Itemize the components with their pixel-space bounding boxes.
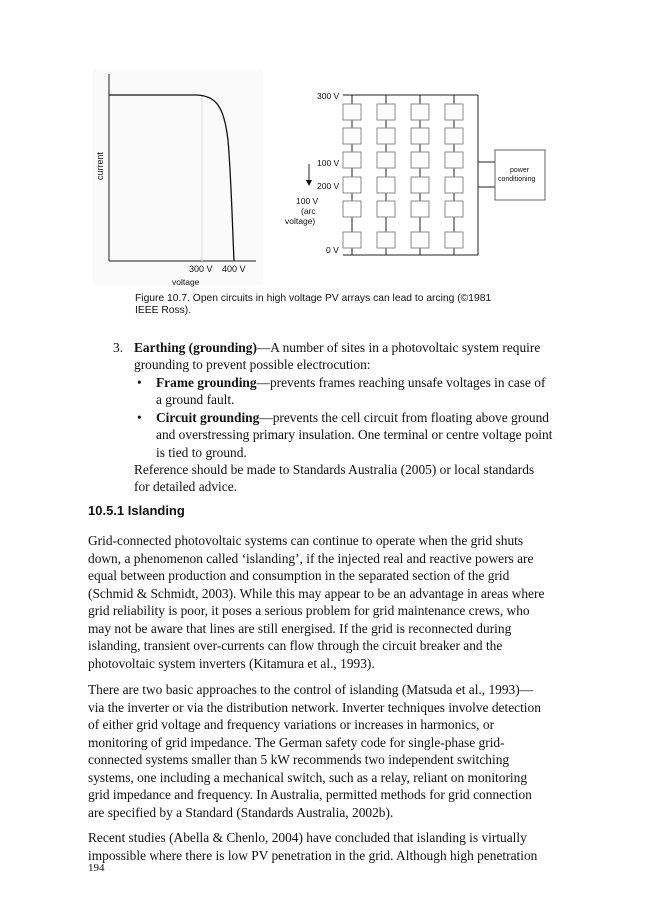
pv-module [343,128,361,144]
text: —A number of sites in a photovoltaic system require [256,340,541,355]
pv-module [343,104,361,120]
figure-10-7 [0,0,660,300]
text-line: Recent studies (Abella & Chenlo, 2004) have concluded that islanding is virtually [88,830,527,845]
text-line: may not be aware that lines are still energised. If the grid is reconnected during [88,620,512,636]
arc-label-2: (arc [301,206,316,216]
bullet-frame-grounding [156,374,545,391]
text-line: monitoring of grid impedance. The German safety code for single-phase grid- [88,734,505,750]
text-line: islanding, transient over-currents can flow through the circuit breaker and the [88,638,503,653]
pv-module [411,128,429,144]
tick-400v: 400 V [222,264,246,274]
text-line: down, a phenomenon called ‘islanding’, if the injected real and reactive powers are [88,550,534,566]
pv-module [445,128,463,144]
tick-300v: 300 V [189,264,213,274]
pv-module [445,232,463,248]
text-line: grounding to prevent possible electrocution: [134,357,371,372]
x-axis-label: voltage [172,277,200,287]
text-line: via the inverter or via the distribution network. Inverter techniques involve detection [88,699,541,715]
power-label: power [510,167,530,174]
pv-module [445,104,463,120]
pv-module [343,232,361,248]
text-line: is tied to ground. [156,445,247,460]
pv-module [377,128,395,144]
text-line: grid reliability is poor, it poses a serious problem for grid maintenance crews, who [88,603,530,618]
figure-caption-line-2: IEEE Ross). [135,305,192,316]
pv-module [377,104,395,120]
y-axis-label: current [95,151,105,180]
pv-module [445,201,463,217]
bullet: • [137,410,142,425]
pv-module [343,152,361,168]
pv-module [411,104,429,120]
term: Circuit grounding [156,410,260,425]
text-line: for detailed advice. [134,479,237,494]
text-line: There are two basic approaches to the control of islanding (Matsuda et al., 1993)— [88,682,534,697]
text-line: grid impedance and frequency. In Australia, permitted methods for grid connection [88,787,532,802]
bullet: • [137,375,142,390]
pv-module [445,152,463,168]
pv-module [411,232,429,248]
pv-module [411,152,429,168]
list-item-earthing [134,339,540,356]
section-heading: 10.5.1 Islanding [88,503,185,518]
text-line: are specified by a Standard (Standards Australia, 2002b). [88,804,394,820]
label-100v: 100 V [317,158,340,168]
text: —prevents the cell circuit from floating above ground [259,410,549,425]
pv-module [377,177,395,193]
pv-module [377,201,395,217]
text-line: a ground fault. [156,392,235,407]
list-number: 3. [113,340,124,355]
label-300v: 300 V [317,91,340,101]
text-line: systems, one including a mechanical switch, such as a relay, reliant on monitoring [88,769,528,785]
term: Frame grounding [156,375,257,390]
iv-curve-graph [93,70,263,287]
figure-caption-line-1: Figure 10.7. Open circuits in high voltage PV arrays can lead to arcing (©1981 [135,293,492,304]
text-line: connected systems smaller than 5 kW recommends two independent switching [88,752,510,767]
bullet-circuit-grounding [156,409,549,426]
text-line: equal between production and consumption in the separated section of the grid [88,568,510,583]
text-line: photovoltaic system inverters (Kitamura et al., 1993). [88,655,375,671]
text-line: and overstressing primary insulation. One terminal or centre voltage point [156,427,553,442]
text-line: of either grid voltage and frequency variations or increases in harmonics, or [88,717,495,732]
label-200v: 200 V [317,181,340,191]
text-line: impossible where there is low PV penetration in the grid. Although high penetration [88,847,538,863]
page-number: 194 [88,862,105,874]
text-line: (Schmid & Schmidt, 2003). While this may appear to be an advantage in areas where [88,585,545,601]
pv-module [411,177,429,193]
text-line: Grid-connected photovoltaic systems can continue to operate when the grid shuts [88,533,524,548]
pv-module [377,152,395,168]
power-conditioning-box [495,150,545,200]
pv-module [343,177,361,193]
conditioning-label: conditioning [498,176,536,183]
pv-module [411,201,429,217]
pv-module [377,232,395,248]
term: Earthing (grounding) [134,340,257,355]
pv-array-circuit [306,95,545,255]
arc-label-3: voltage) [285,216,316,226]
text: —prevents frames reaching unsafe voltages in case of [256,375,546,390]
pv-module [343,201,361,217]
label-0v: 0 V [326,245,339,255]
text-line: Reference should be made to Standards Australia (2005) or local standards [134,462,535,477]
arc-label-1: 100 V [296,196,319,206]
pv-module [445,177,463,193]
